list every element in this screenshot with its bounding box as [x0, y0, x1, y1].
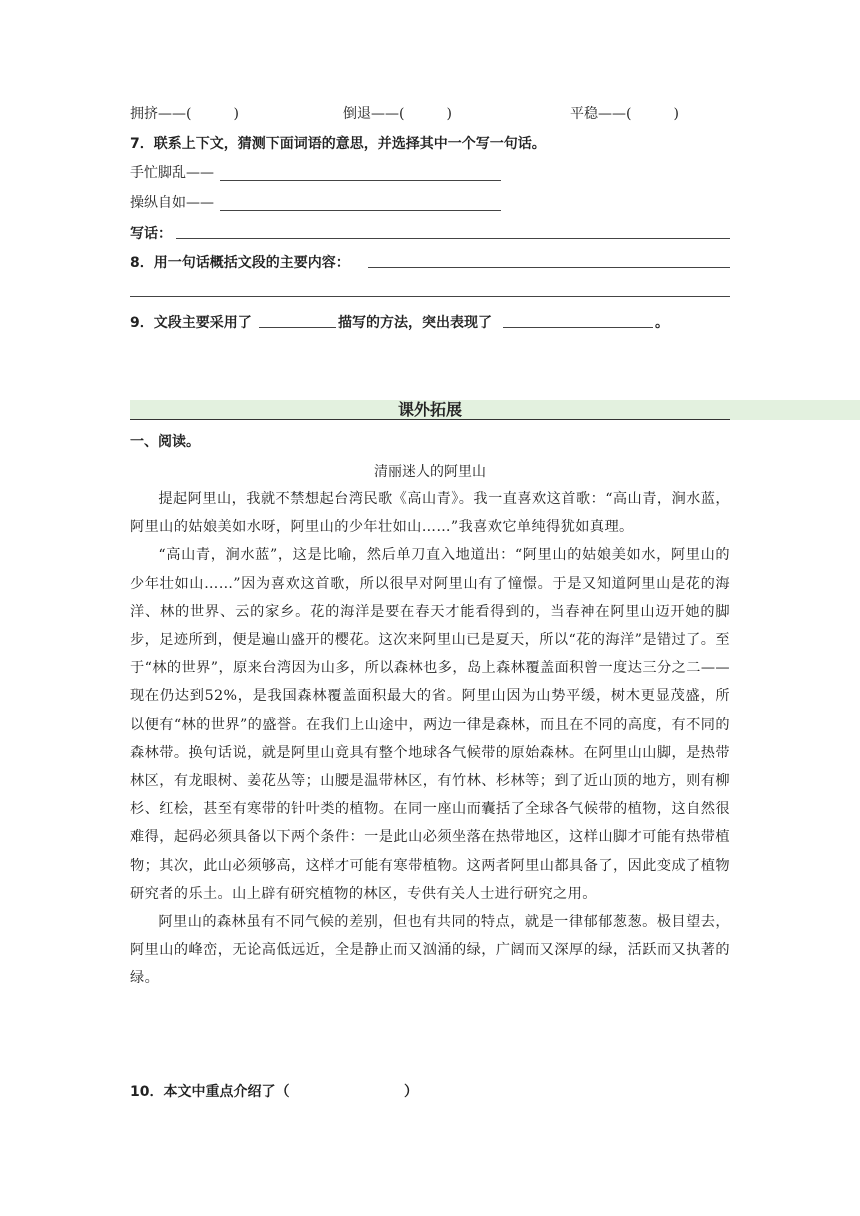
reading-heading: 一、阅读。: [130, 434, 200, 450]
reading-paragraph-1: 提起阿里山，我就不禁想起台湾民歌《高山青》。我一直喜欢这首歌：“高山青，涧水蓝，阿里山的姑娘美如水呀，阿里山的少年壮如山……”我喜欢它单纯得犹如真理。: [130, 491, 730, 536]
q9-part-3: 。: [655, 315, 669, 331]
q7-answer-line-2[interactable]: [220, 210, 501, 211]
q10-part-2: ）: [404, 1084, 418, 1100]
q10-part-1: 10．本文中重点介绍了（: [130, 1084, 290, 1100]
q6-item-1: 拥挤——( ): [130, 106, 239, 122]
q7-word-1: 手忙脚乱——: [130, 165, 214, 181]
reading-paragraph-3: 阿里山的森林虽有不同气候的差别，但也有共同的特点，就是一律郁郁葱葱。极目望去，阿里山的峰峦，无论高低远近，全是静止而又汹涌的绿，广阔而又深厚的绿，活跃而又执著的绿。: [130, 914, 730, 987]
reading-body: [130, 485, 730, 993]
section-divider: [130, 419, 730, 420]
reading-paragraph-2: “高山青，涧水蓝”，这是比喻，然后单刀直入地道出：“阿里山的姑娘美如水，阿里山的少年壮如山……”因为喜欢这首歌，所以很早对阿里山有了憧憬。于是又知道阿里山是花的海洋、林的世界、云的家乡。花的海洋是要在春天才能看得到的，当春神在阿里山迈开她的脚步，足迹所到，便是遍山盛开的樱花。这次来阿里山已是夏天，所以“花的海洋”是错过了。至于“林的世界”，原来台湾因为山多，所以森林也多，岛上森林覆盖面积曾一度达三分之二——现在仍达到52%，是我国森林覆盖面积最大的省。阿里山因为山势平缓，树木更显茂盛，所以便有“林的世界”的盛誉。在我们上山途中，两边一律是森林，而且在不同的高度，有不同的森林带。换句话说，就是阿里山竟具有整个地球各气候带的原始森林。在阿里山山脚，是热带林区，有龙眼树、姜花丛等；山腰是温带林区，有竹林、杉林等；到了近山顶的地方，则有柳杉、红桧，甚至有寒带的针叶类的植物。在同一座山而囊括了全球各气候带的植物，这自然很难得，起码必须具备以下两个条件：一是此山必须坐落在热带地区，这样山脚才可能有热带植物；其次，此山必须够高，这样才可能有寒带植物。这两者阿里山都具备了，因此变成了植物研究者的乐土。山上辟有研究植物的林区，专供有关人士进行研究之用。: [130, 547, 730, 902]
q9-part-1: 9．文段主要采用了: [130, 315, 252, 331]
q9-blank-2[interactable]: [503, 327, 653, 328]
q7-word-2: 操纵自如——: [130, 195, 214, 211]
reading-title: 清丽迷人的阿里山: [374, 464, 486, 480]
q6-item-2: 倒退——( ): [343, 106, 452, 122]
section-title: 课外拓展: [397, 400, 462, 419]
q7-write-line[interactable]: [176, 238, 730, 239]
section-banner: [130, 400, 860, 420]
q8-answer-line-1[interactable]: [368, 267, 730, 268]
q8-answer-line-2[interactable]: [130, 296, 730, 297]
q8-prompt: 8．用一句话概括文段的主要内容：: [130, 255, 350, 271]
q9-part-2: 描写的方法，突出表现了: [338, 315, 492, 331]
q7-answer-line-1[interactable]: [220, 180, 501, 181]
q6-item-3: 平稳——( ): [570, 106, 679, 122]
q9-blank-1[interactable]: [259, 327, 336, 328]
q7-prompt: 7．联系上下文，猜测下面词语的意思，并选择其中一个写一句话。: [130, 136, 546, 152]
q7-write-label: 写话：: [130, 226, 172, 242]
